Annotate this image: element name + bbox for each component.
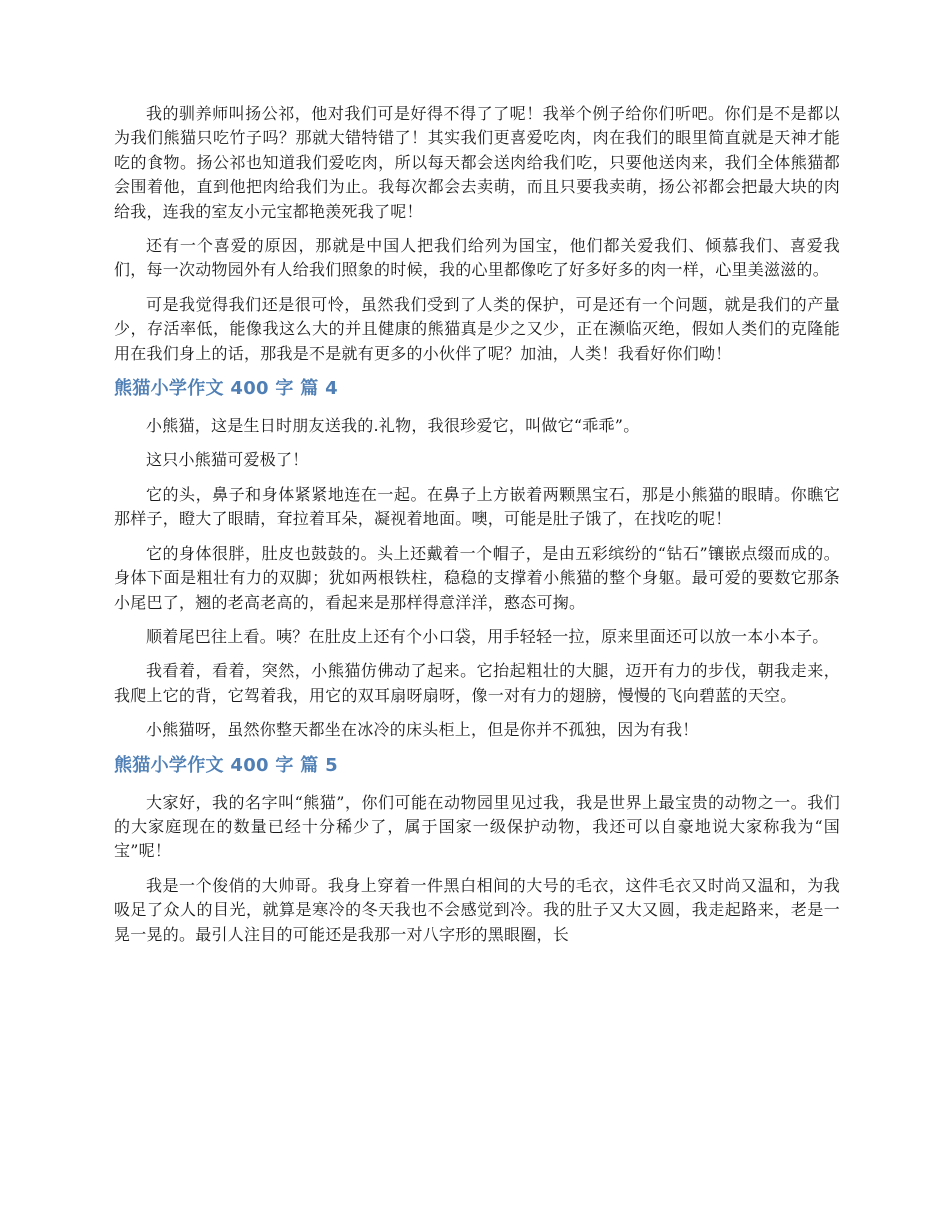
paragraph-11: 大家好，我的名字叫“熊猫”，你们可能在动物园里见过我，我是世界上最宝贵的动物之一。我们的大家庭现在的数量已经十分稀少了，属于国家一级保护动物，我还可以自豪地说大家称我为“国宝”呢！ (114, 792, 840, 861)
section-heading-4: 熊猫小学作文 400 字 篇 4 (114, 378, 338, 400)
paragraph-10: 小熊猫呀，虽然你整天都坐在冰冷的床头柜上，但是你并不孤独，因为有我！ (146, 720, 699, 740)
document-body (114, 102, 840, 957)
section-heading-5: 熊猫小学作文 400 字 篇 5 (114, 754, 338, 776)
paragraph-7: 它的身体很胖，肚皮也鼓鼓的。头上还戴着一个帽子，是由五彩缤纷的“钻石”镶嵌点缀而成的。身体下面是粗壮有力的双脚；犹如两根铁柱，稳稳的支撑着小熊猫的整个身躯。最可爱的要数它那条小尾巴了，翘的老高老高的，看起来是那样得意洋洋，憨态可掬。 (114, 543, 840, 612)
paragraph-9: 我看着，看着，突然，小熊猫仿佛动了起来。它抬起粗壮的大腿，迈开有力的步伐，朝我走来，我爬上它的背，它驾着我，用它的双耳扇呀扇呀，像一对有力的翅膀，慢慢的飞向碧蓝的天空。 (114, 661, 840, 705)
paragraph-6: 它的头，鼻子和身体紧紧地连在一起。在鼻子上方嵌着两颗黑宝石，那是小熊猫的眼睛。你瞧它那样子，瞪大了眼睛，耷拉着耳朵，凝视着地面。噢，可能是肚子饿了，在找吃的呢！ (114, 484, 840, 529)
paragraph-8: 顺着尾巴往上看。咦？在肚皮上还有个小口袋，用手轻轻一拉，原来里面还可以放一本小本子。 (146, 626, 829, 646)
paragraph-1: 我的驯养师叫扬公祁，他对我们可是好得不得了了呢！我举个例子给你们听吧。你们是不是都以为我们熊猫只吃竹子吗？那就大错特错了！其实我们更喜爱吃肉，肉在我们的眼里简直就是天神才能吃的食物。扬公祁也知道我们爱吃肉，所以每天都会送肉给我们吃，只要他送肉来，我们全体熊猫都会围着他，直到他把肉给我们为止。我每次都会去卖萌，而且只要我卖萌，扬公祁都会把最大块的肉给我，连我的室友小元宝都艳羡死我了呢！ (114, 104, 840, 221)
paragraph-2: 还有一个喜爱的原因，那就是中国人把我们给列为国宝，他们都关爱我们、倾慕我们、喜爱我们，每一次动物园外有人给我们照象的时候，我的心里都像吃了好多好多的肉一样，心里美滋滋的。 (114, 236, 840, 280)
paragraph-3: 可是我觉得我们还是很可怜，虽然我们受到了人类的保护，可是还有一个问题，就是我们的产量少，存活率低，能像我这么大的并且健康的熊猫真是少之又少，正在濒临灭绝，假如人类们的克隆能用在我们身上的话，那我是不是就有更多的小伙伴了呢？加油，人类！我看好你们呦！ (114, 294, 840, 363)
paragraph-4: 小熊猫，这是生日时朋友送我的.礼物，我很珍爱它，叫做它“乖乖”。 (146, 416, 640, 436)
paragraph-5: 这只小熊猫可爱极了！ (146, 450, 309, 470)
paragraph-12: 我是一个俊俏的大帅哥。我身上穿着一件黑白相间的大号的毛衣，这件毛衣又时尚又温和，为我吸足了众人的目光，就算是寒冷的冬天我也不会感觉到冷。我的肚子又大又圆，我走起路来，老是一晃一晃的。最引人注目的可能还是我那一对八字形的黑眼圈，长 (114, 875, 840, 944)
